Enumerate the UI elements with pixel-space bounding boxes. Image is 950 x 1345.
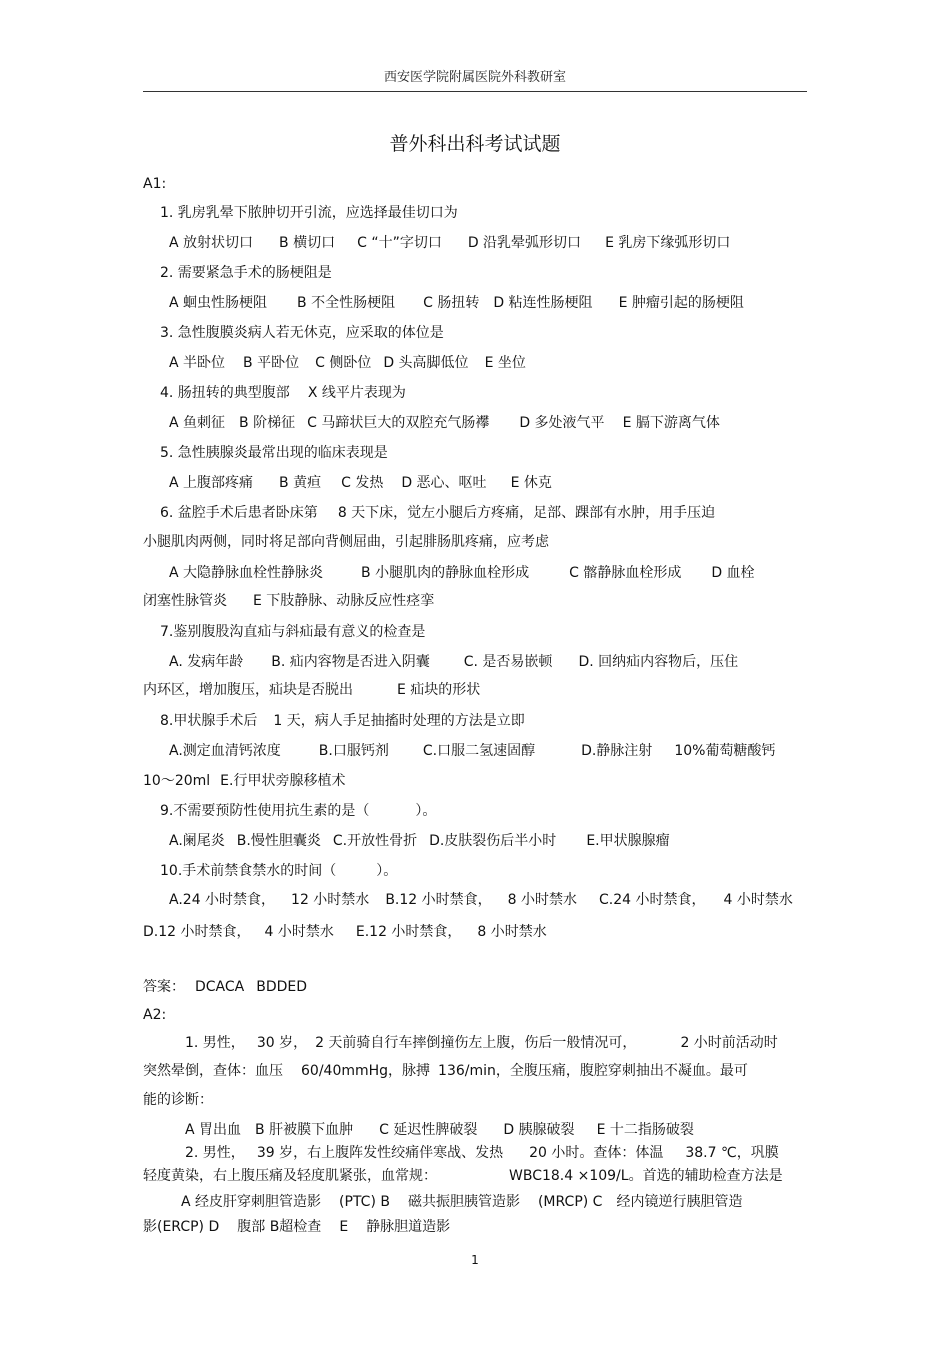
options-line: A 半卧位 B 平卧位 C 侧卧位 D 头高脚低位 E 坐位 [169, 355, 526, 371]
options-line: A. 发病年龄 B. 疝内容物是否进入阴囊 C. 是否易嵌顿 D. 回纳疝内容物后，压住 [169, 654, 739, 670]
section-label: A1: [143, 176, 167, 192]
question-line: 1. 男性， 30 岁， 2 天前骑自行车摔倒撞伤左上腹，伤后一般情况可， 2 小时前活动时 [185, 1035, 778, 1051]
question-line: 5. 急性胰腺炎最常出现的临床表现是 [160, 445, 388, 461]
options-line: D.12 小时禁食， 4 小时禁水 E.12 小时禁食， 8 小时禁水 [143, 924, 547, 940]
options-line: 闭塞性脉管炎 E 下肢静脉、动脉反应性痉挛 [143, 593, 435, 609]
page-number: 1 [471, 1253, 479, 1267]
section-label: A2: [143, 1007, 167, 1023]
options-line: 10～20ml E.行甲状旁腺移植术 [143, 773, 346, 789]
question-line: 小腿肌肉两侧，同时将足部向背侧屈曲，引起腓肠肌疼痛，应考虑 [143, 534, 549, 550]
options-line: A 放射状切口 B 横切口 C “十”字切口 D 沿乳晕弧形切口 E 乳房下缘弧形切口 [169, 235, 731, 251]
question-line: 9.不需要预防性使用抗生素的是（ ）。 [160, 803, 437, 819]
options-line: 影(ERCP) D 腹部 B超检查 E 静脉胆道造影 [143, 1219, 451, 1235]
question-line: 突然晕倒，查体：血压 60/40mmHg，脉搏 136/min，全腹压痛，腹腔穿刺抽出不凝血。最可 [143, 1063, 748, 1079]
options-line: A 经皮肝穿刺胆管造影 (PTC) B 磁共振胆胰管造影 (MRCP) C 经内镜逆行胰胆管造 [181, 1194, 743, 1210]
options-line: A 上腹部疼痛 B 黄疸 C 发热 D 恶心、呕吐 E 休克 [169, 475, 552, 491]
options-line: A 大隐静脉血栓性静脉炎 B 小腿肌肉的静脉血栓形成 C 髂静脉血栓形成 D 血栓 [169, 565, 755, 581]
question-line: 10.手术前禁食禁水的时间（ ）。 [160, 863, 398, 879]
answer-key: 答案： DCACA BDDED [143, 979, 308, 995]
question-line: 4. 肠扭转的典型腹部 X 线平片表现为 [160, 385, 406, 401]
question-line: 7.鉴别腹股沟直疝与斜疝最有意义的检查是 [160, 624, 426, 640]
options-line: A.测定血清钙浓度 B.口服钙剂 C.口服二氢速固醇 D.静脉注射 10%葡萄糖酸钙 [169, 743, 776, 759]
question-line: 8.甲状腺手术后 1 天，病人手足抽搐时处理的方法是立即 [160, 713, 525, 729]
header-rule [143, 91, 807, 92]
options-line: A 鱼刺征 B 阶梯征 C 马蹄状巨大的双腔充气肠襻 D 多处液气平 E 膈下游离气体 [169, 415, 720, 431]
question-line: 2. 需要紧急手术的肠梗阻是 [160, 265, 332, 281]
question-line: 3. 急性腹膜炎病人若无休克，应采取的体位是 [160, 325, 444, 341]
options-line: A.阑尾炎 B.慢性胆囊炎 C.开放性骨折 D.皮肤裂伤后半小时 E.甲状腺腺瘤 [169, 833, 670, 849]
page-header: 西安医学院附属医院外科教研室 [383, 70, 566, 85]
question-line: 能的诊断： [143, 1092, 213, 1108]
options-line: A.24 小时禁食， 12 小时禁水 B.12 小时禁食， 8 小时禁水 C.24 小时禁食， 4 小时禁水 [169, 892, 793, 908]
options-line: 内环区，增加腹压，疝块是否脱出 E 疝块的形状 [143, 682, 481, 698]
options-line: A 胃出血 B 肝被膜下血肿 C 延迟性脾破裂 D 胰腺破裂 E 十二指肠破裂 [185, 1122, 694, 1138]
question-line: 2. 男性， 39 岁，右上腹阵发性绞痛伴寒战、发热 20 小时。查体：体温 38.7 ℃，巩膜 [185, 1145, 779, 1161]
exam-title: 普外科出科考试试题 [389, 133, 561, 155]
question-line: 轻度黄染，右上腹压痛及轻度肌紧张，血常规： WBC18.4 ×109/L。首选的辅助检查方法是 [143, 1168, 783, 1184]
options-line: A 蛔虫性肠梗阻 B 不全性肠梗阻 C 肠扭转 D 粘连性肠梗阻 E 肿瘤引起的肠梗阻 [169, 295, 744, 311]
question-line: 6. 盆腔手术后患者卧床第 8 天下床，觉左小腿后方疼痛，足部、踝部有水肿，用手压迫 [160, 505, 716, 521]
question-line: 1. 乳房乳晕下脓肿切开引流，应选择最佳切口为 [160, 205, 458, 221]
